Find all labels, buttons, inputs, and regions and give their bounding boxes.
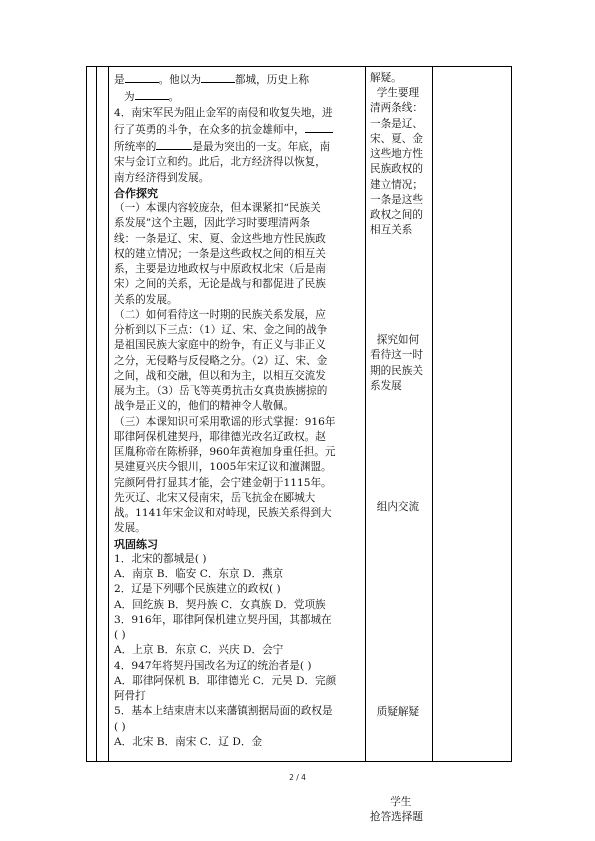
text-line — [114, 216, 362, 231]
activity-note-line: 学生 — [370, 796, 412, 808]
text-line — [114, 201, 362, 216]
table-divider-middle — [365, 67, 366, 761]
text-segment: 昊建夏兴庆今银川，1005年宋辽议和澶渊盟。 — [114, 461, 332, 474]
text-line — [114, 262, 362, 277]
activity-note-line: 清两条线： — [370, 102, 423, 115]
text-segment: 3．916年，耶律阿保机建立契丹国，其都城在 — [114, 613, 332, 626]
fill-in-blank — [201, 71, 235, 83]
activity-note-line: 相互关系 — [370, 224, 413, 237]
text-line — [114, 71, 362, 88]
text-segment: 为 — [124, 91, 135, 104]
text-segment: 5．基本上结束唐末以来藩镇割据局面的政权是 — [114, 705, 333, 718]
text-line — [114, 735, 362, 750]
activity-note-line: 这些地方性 — [370, 148, 423, 160]
activity-note-line: 一条是这些 — [370, 193, 423, 206]
text-segment: 先灭辽、北宋又侵南宋，岳飞抗金在郾城大 — [114, 491, 316, 504]
text-line — [114, 232, 362, 247]
activity-note-line: 宋、夏、金 — [370, 132, 423, 145]
activity-note-line: 民族政权的 — [370, 163, 423, 176]
activity-note-line: 质疑解疑 — [370, 706, 420, 718]
text-segment: ( ) — [114, 629, 126, 641]
fill-in-blank — [125, 71, 159, 83]
text-line — [114, 491, 362, 506]
text-segment: 。 — [168, 91, 180, 104]
text-line — [114, 106, 362, 121]
fill-in-blank — [135, 88, 169, 100]
table-divider-right — [432, 67, 433, 761]
activity-note-line: 抢答选择题 — [370, 811, 423, 824]
text-line — [114, 308, 362, 323]
text-segment: 4．南宋军民为阻止金军的南侵和收复失地，进 — [114, 106, 333, 119]
text-line — [114, 293, 362, 308]
text-segment: （二）如何看待这一时期的民族关系发展，应 — [114, 308, 326, 321]
activity-note-line: 学生要理 — [370, 87, 420, 99]
text-segment: A．上京 B．东京 C．兴庆 D．会宁 — [114, 644, 284, 657]
text-line — [114, 354, 362, 369]
text-segment: ( ) — [114, 720, 126, 733]
table-divider-left — [96, 67, 97, 761]
text-line — [114, 598, 362, 613]
text-segment: 阿骨打 — [114, 690, 146, 702]
activity-note — [370, 86, 423, 239]
text-line — [114, 323, 362, 338]
text-segment: 行了英勇的斗争，在众多的抗金雄师中， — [114, 123, 305, 136]
text-line — [114, 88, 362, 105]
text-line — [114, 582, 362, 597]
text-segment: A．南京 B．临安 C．东京 D．燕京 — [114, 568, 284, 580]
activity-note-line: 系发展 — [370, 379, 402, 392]
text-line — [114, 567, 362, 582]
activity-note — [370, 71, 402, 86]
text-line — [114, 138, 362, 155]
activity-note-line: 探究如何 — [370, 334, 420, 346]
text-segment: 分析到以下三点：（1）辽、宋、金之间的战争 — [114, 324, 328, 336]
text-line — [114, 552, 362, 567]
text-line — [114, 476, 362, 491]
text-segment: A．北宋 B．南宋 C．辽 D．金 — [114, 735, 263, 748]
text-segment: 都城，历史上称 — [234, 74, 310, 86]
text-segment: 宋与金订立和约。此后，北方经济得以恢复， — [114, 156, 326, 169]
text-segment: 南方经济得到发展。 — [114, 171, 210, 184]
text-line — [114, 384, 362, 399]
text-line — [114, 720, 362, 735]
fill-in-blank — [156, 138, 192, 150]
text-line — [114, 689, 362, 704]
text-segment: （一）本课内容较庞杂，但本课紧扣“民族关 — [114, 202, 321, 214]
text-segment: 1．北宋的都城是( ) — [114, 552, 207, 565]
text-segment: 权的建立情况；一条是这些政权之间的相互关 — [114, 247, 326, 260]
text-segment: 匡胤称帝在陈桥驿，960年黄袍加身重任担。元 — [114, 446, 336, 458]
text-line — [114, 247, 362, 262]
text-segment: 是祖国民族大家庭中的纷争，有正义与非正义 — [114, 339, 326, 352]
text-segment: 展为主。（3）岳飞等英勇抗击女真贵族掳掠的 — [114, 385, 328, 397]
text-segment: 2．辽是下列哪个民族建立的政权( ) — [114, 583, 281, 596]
text-segment: 战争是正义的，他们的精神令人敬佩。 — [114, 400, 295, 413]
text-segment: 关系的发展。 — [114, 293, 178, 306]
text-segment: 系发展”这个主题，因此学习时要理清两条 — [114, 217, 311, 230]
text-line — [114, 674, 362, 689]
text-segment: 系，主要是边地政权与中原政权北宋（后是南 — [114, 263, 326, 275]
text-segment: 宋）之间的关系，无论是战与和都促进了民族 — [114, 278, 326, 291]
activity-note-line: 期的民族关 — [370, 364, 423, 377]
text-line — [114, 155, 362, 170]
text-line — [114, 369, 362, 384]
text-line — [114, 628, 362, 643]
text-segment: （三）本课知识可采用歌谣的形式掌握：916年 — [114, 415, 336, 428]
text-line — [114, 643, 362, 658]
text-line — [114, 506, 362, 521]
activity-note-line: 一条是辽、 — [370, 117, 423, 130]
text-line — [114, 171, 362, 186]
text-segment: 所统率的 — [114, 141, 157, 153]
activity-note — [370, 500, 419, 515]
text-line — [114, 415, 362, 430]
text-segment: A．耶律阿保机 B．耶律德光 C．元昊 D．完颜 — [114, 674, 337, 687]
activity-note-line: 建立情况； — [370, 178, 423, 191]
text-segment: 战。1141年宋金议和对峙现，民族关系得到大 — [114, 507, 332, 519]
text-line — [114, 399, 362, 414]
activity-note — [370, 795, 423, 826]
text-segment: 。他以为 — [158, 74, 201, 86]
text-segment: 之分，无侵略与反侵略之分。（2）辽、宋、金 — [114, 354, 328, 367]
text-line — [114, 659, 362, 674]
table-divider-left-inner — [108, 67, 109, 761]
activity-note — [370, 333, 423, 394]
text-segment: 发展。 — [114, 522, 146, 535]
text-segment: 线：一条是辽、宋、夏、金这些地方性民族政 — [114, 232, 326, 245]
text-line — [114, 277, 362, 292]
text-line — [114, 704, 362, 719]
text-segment: A．回纥族 B．契丹族 C．女真族 D．党项族 — [114, 598, 326, 611]
activity-note-line: 看待这一时 — [370, 349, 423, 362]
text-line — [114, 121, 362, 138]
text-segment: 是最为突出的一支。年底，南 — [192, 141, 331, 153]
section-heading: 巩固练习 — [114, 537, 158, 551]
activity-note — [370, 705, 419, 720]
section-heading: 合作探究 — [114, 186, 158, 200]
text-segment: 是 — [114, 74, 125, 86]
text-segment: 之间，战和交融，但以和为主，以相互交流发 — [114, 369, 326, 382]
text-segment: 4．947年将契丹国改名为辽的统治者是( ) — [114, 659, 312, 672]
page-number: 2 / 4 — [289, 773, 306, 782]
lesson-content — [114, 71, 362, 750]
text-line — [114, 521, 362, 536]
activity-note-line: 政权之间的 — [370, 209, 423, 221]
text-line — [114, 338, 362, 353]
text-segment: 耶律阿保机建契丹，耶律德光改名辽政权。赵 — [114, 430, 326, 443]
text-line — [114, 460, 362, 475]
fill-in-blank — [305, 121, 333, 133]
text-line — [114, 613, 362, 628]
text-line — [114, 445, 362, 460]
activity-note-line: 组内交流 — [370, 501, 420, 513]
text-line — [114, 430, 362, 445]
activity-note-line: 解疑。 — [370, 72, 402, 84]
text-segment: 完颜阿骨打显其才能，会宁建金朝于1115年。 — [114, 476, 332, 489]
